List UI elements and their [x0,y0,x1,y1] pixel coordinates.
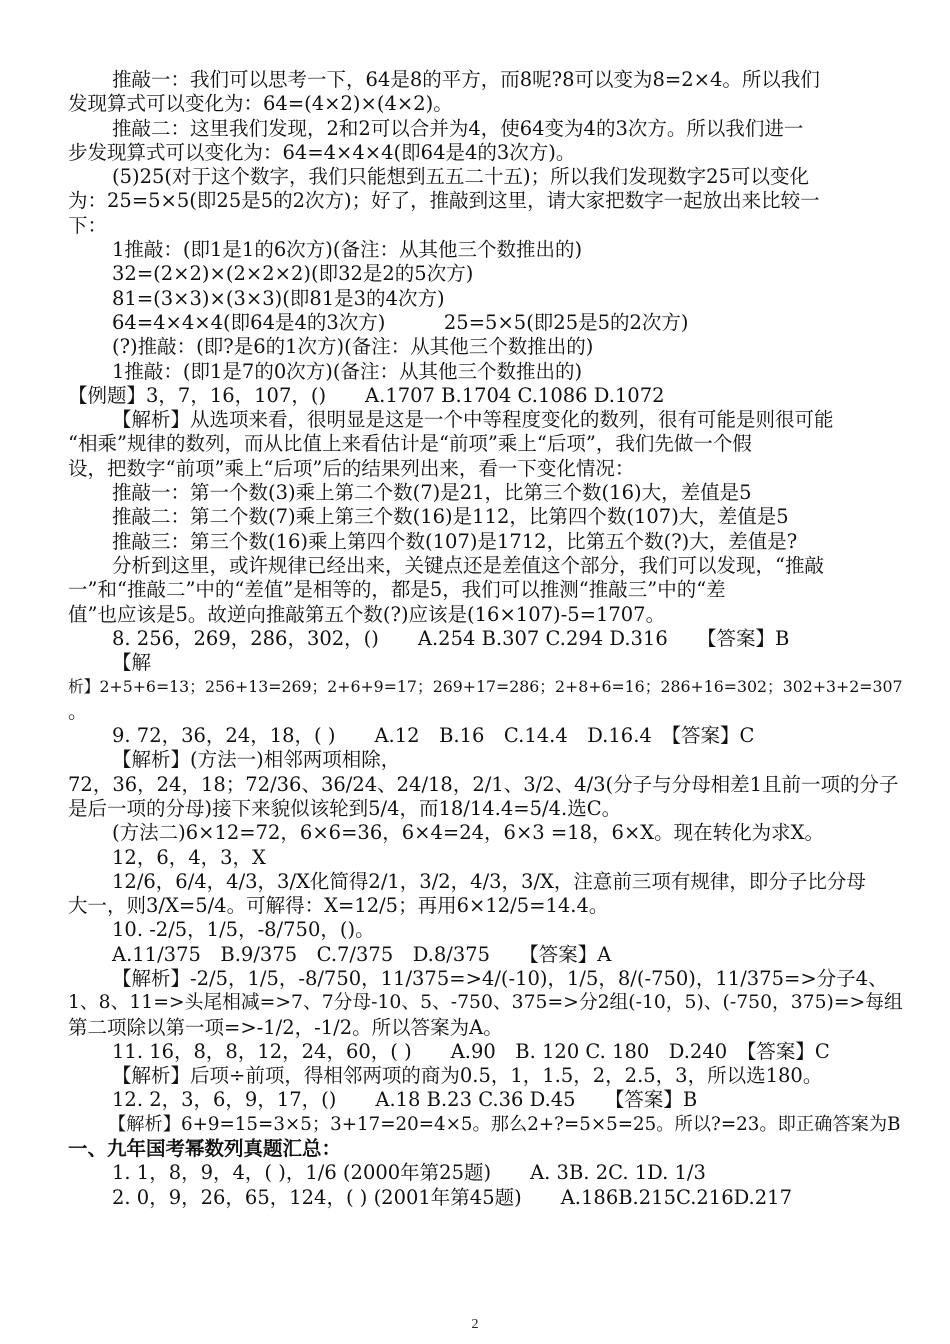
text-line: 1、8、11=>头尾相减=>7、7分母-10、5、-750、375=>分2组(-10，5)、(-750，375)=>每组 [68,992,903,1014]
text-line: 1推敲：(即1是7的0次方)(备注：从其他三个数推出的) [112,359,583,383]
text-line: 为：25=5×5(即25是5的2次方)；好了，推敲到这里，请大家把数字一起放出来比较一 [68,189,820,213]
text-line: 10. -2/5，1/5，-8/750，()。 [112,918,375,942]
text-line: 是后一项的分母)接下来貌似该轮到5/4，而18/14.4=5/4.选C。 [68,796,622,820]
text-line: 推敲二：第二个数(7)乘上第三个数(16)是112，比第四个数(107)大，差值是5 [112,505,789,529]
text-line: 下： [68,213,108,237]
text-line: 步发现算式可以变化为：64=4×4×4(即64是4的3次方)。 [68,140,576,164]
text-line: 72，36，24，18；72/36、36/24、24/18，2/1、3/2、4/3(分子与分母相差1且前一项的分子 [68,772,899,796]
text-line: 1推敲：(即1是1的6次方)(备注：从其他三个数推出的) [112,238,583,262]
text-line: 【解析】后项÷前项，得相邻两项的商为0.5，1，1.5，2，2.5，3，所以选180。 [112,1064,823,1088]
text-line: 12. 2，3，6，9，17，() A.18 B.23 C.36 D.45 【答案】B [112,1088,698,1112]
text-line: 【解析】-2/5，1/5，-8/750，11/375=>4/(-10)，1/5，8/(-750)，11/375=>分子4、 [112,966,888,990]
text-line: 推敲一：第一个数(3)乘上第二个数(7)是21，比第三个数(16)大，差值是5 [112,481,752,505]
text-line: 1. 1，8，9，4，( )，1/6 (2000年第25题) A. 3B. 2C. 1D. 1/3 [112,1161,706,1185]
text-line: 一、九年国考幂数列真题汇总： [68,1137,342,1161]
text-line: 发现算式可以变化为：64=(4×2)×(4×2)。 [68,92,453,116]
text-line: 推敲三：第三个数(16)乘上第四个数(107)是1712，比第五个数(?)大，差值是? [112,529,798,553]
text-line: 【例题】3，7，16，107，() A.1707 B.1704 C.1086 D.1072 [68,383,665,407]
text-line: 推敲一：我们可以思考一下，64是8的平方，而8呢?8可以变为8=2×4。所以我们 [112,68,820,91]
text-line: (?)推敲：(即?是6的1次方)(备注：从其他三个数推出的) [112,335,594,359]
text-line: 析】2+5+6=13；256+13=269；2+6+9=17；269+17=286；2+8+6=16；286+16=302；302+3+2=307 [68,677,903,697]
text-line: 【解析】从选项来看，很明显是这是一个中等程度变化的数列，很有可能是则很可能 [112,408,834,432]
text-line: 2. 0，9，26，65，124，( ) (2001年第45题) A.186B.215C.216D.217 [112,1185,792,1209]
document-body [68,68,906,1210]
text-line: 32=(2×2)×(2×2×2)(即32是2的5次方) [112,262,474,286]
text-line: 大一，则3/X=5/4。可解得：X=12/5；再用6×12/5=14.4。 [68,894,609,918]
text-line: 【解 [112,651,152,675]
text-line: (5)25(对于这个数字，我们只能想到五五二十五)；所以我们发现数字25可以变化 [112,165,809,189]
text-line: 64=4×4×4(即64是4的3次方) 25=5×5(即25是5的2次方) [112,310,689,334]
text-line: 。 [68,699,88,723]
text-line: 推敲二：这里我们发现，2和2可以合并为4，使64变为4的3次方。所以我们进一 [112,116,804,140]
text-line: 设，把数字“前项”乘上“后项”后的结果列出来，看一下变化情况： [68,456,635,480]
text-line: 11. 16，8，8，12，24，60，( ) A.90 B. 120 C. 180 D.240 【答案】C [112,1039,830,1063]
text-line: 【解析】(方法一)相邻两项相除， [112,748,401,772]
text-line: 值”也应该是5。故逆向推敲第五个数(?)应该是(16×107)-5=1707。 [68,602,666,626]
text-line: 【解析】6+9=15=3×5；3+17=20=4×5。那么2+?=5×5=25。所以?=23。即正确答案为B [108,1113,901,1135]
text-line: 12/6，6/4，4/3，3/X化简得2/1，3/2，4/3，3/X，注意前三项有规律，即分子比分母 [112,869,866,893]
text-line: 12，6，4，3，X [112,845,266,869]
text-line: A.11/375 B.9/375 C.7/375 D.8/375 【答案】A [112,942,612,966]
text-line: 第二项除以第一项=>-1/2，-1/2。所以答案为A。 [68,1015,503,1039]
text-line: 9. 72，36，24，18，( ) A.12 B.16 C.14.4 D.16.4 【答案】C [112,724,755,748]
text-line: 分析到这里，或许规律已经出来，关键点还是差值这个部分，我们可以发现，“推敲 [112,553,824,577]
text-line: 8. 256，269，286，302，() A.254 B.307 C.294 D.316 【答案】B [112,626,790,650]
text-line: (方法二)6×12=72，6×6=36，6×4=24，6×3 =18，6×X。现在转化为求X。 [112,821,825,845]
text-line: “相乘”规律的数列，而从比值上来看估计是“前项”乘上“后项”，我们先做一个假 [68,432,752,456]
text-line: 一”和“推敲二”中的“差值”是相等的，都是5，我们可以推测“推敲三”中的“差 [68,578,726,602]
text-line: 81=(3×3)×(3×3)(即81是3的4次方) [112,286,445,310]
page-number: 2 [471,1317,479,1332]
